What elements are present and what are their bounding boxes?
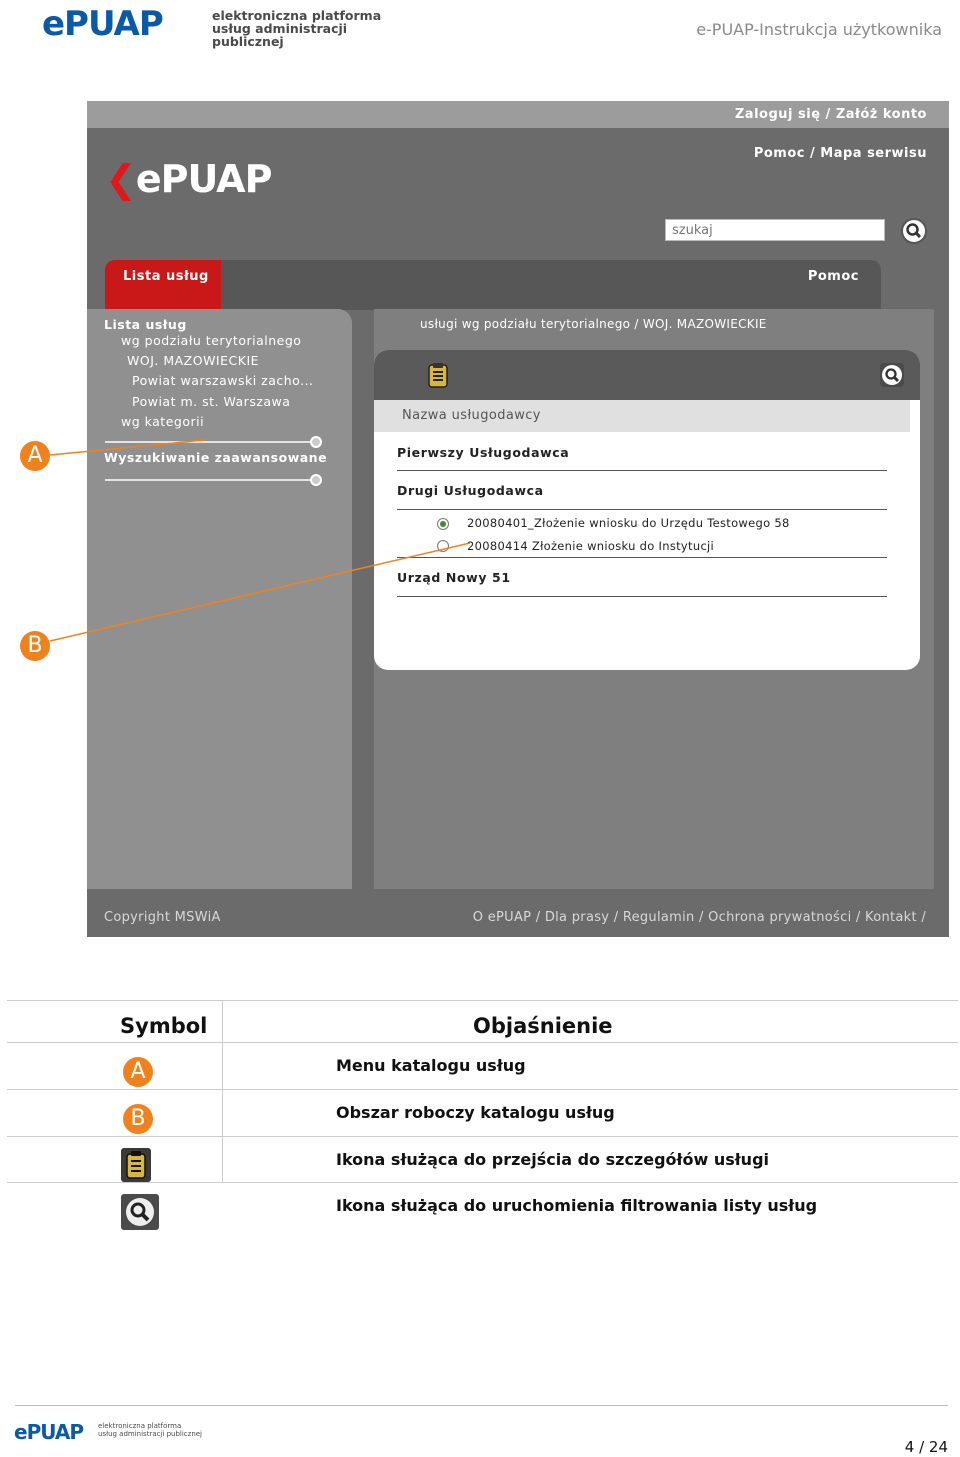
legend-header-symbol: Symbol	[120, 1014, 208, 1038]
logo-text: ePUAP	[14, 1420, 83, 1444]
marker-b: B	[20, 631, 50, 661]
document-title: e-PUAP-Instrukcja użytkownika	[696, 20, 942, 39]
legend-clipboard-icon	[121, 1148, 151, 1182]
advanced-search-link[interactable]: Wyszukiwanie zaawansowane	[104, 450, 328, 465]
tagline-line2: usług administracji publicznej	[98, 1430, 203, 1438]
legend-text: Obszar roboczy katalogu usług	[336, 1103, 615, 1122]
logo-text: ePUAP	[135, 157, 272, 201]
logo-text: ePUAP	[42, 4, 163, 44]
tagline-line1: elektroniczna platforma	[98, 1422, 182, 1430]
sidebar-item-powiat-warszawski[interactable]: Powiat warszawski zacho...	[132, 373, 314, 388]
epuap-footer-logo	[14, 1420, 214, 1444]
legend-text: Menu katalogu usług	[336, 1056, 526, 1075]
footer-divider	[15, 1405, 948, 1406]
legend-marker-a: A	[123, 1057, 153, 1087]
legend-text: Ikona służąca do przejścia do szczegółów usługi	[336, 1150, 769, 1169]
legend-text: Ikona służąca do uruchomienia filtrowania listy usług	[336, 1196, 818, 1215]
legend-border	[7, 1042, 958, 1043]
service-item[interactable]: 20080414 Złożenie wniosku do Instytucji	[467, 539, 715, 553]
sidebar-item-categories[interactable]: wg kategorii	[121, 414, 205, 429]
legend-border	[7, 1136, 958, 1137]
callout-lines	[0, 0, 960, 700]
page-number: 4 / 24	[904, 1438, 948, 1456]
column-header-provider: Nazwa usługodawcy	[374, 400, 910, 432]
legend-column-divider	[222, 1000, 223, 1183]
legend-header-explanation: Objaśnienie	[473, 1014, 613, 1038]
legend-border	[7, 1182, 958, 1183]
tagline-line2: usług administracji publicznej	[212, 21, 348, 49]
provider-row[interactable]: Pierwszy Usługodawca	[397, 445, 570, 460]
tagline-line1: elektroniczna platforma	[212, 8, 382, 23]
legend-marker-b: B	[123, 1104, 153, 1134]
breadcrumb: usługi wg podziału terytorialnego / WOJ. MAZOWIECKIE	[420, 317, 767, 331]
login-register-links[interactable]: Zaloguj się / Załóż konto	[734, 107, 927, 122]
sidebar-item-mazowieckie[interactable]: WOJ. MAZOWIECKIE	[127, 353, 260, 368]
provider-row[interactable]: Drugi Usługodawca	[397, 483, 544, 498]
tab-lista-uslug[interactable]: Lista usług	[105, 260, 221, 310]
copyright: Copyright MSWiA	[104, 910, 221, 925]
service-item[interactable]: 20080401_Złożenie wniosku do Urzędu Testowego 58	[467, 516, 790, 530]
sidebar-item-powiat-warszawa[interactable]: Powiat m. st. Warszawa	[132, 394, 291, 409]
sidebar-title[interactable]: Lista usług	[104, 317, 187, 332]
legend-magnifier-icon	[121, 1194, 159, 1230]
legend-border	[7, 1089, 958, 1090]
help-sitemap-links[interactable]: Pomoc / Mapa serwisu	[753, 146, 927, 161]
logo-tagline	[98, 1422, 202, 1438]
marker-a: A	[20, 441, 50, 471]
nav-help[interactable]: Pomoc	[807, 269, 859, 284]
provider-row[interactable]: Urząd Nowy 51	[397, 570, 511, 585]
legend-border	[7, 1000, 958, 1001]
sidebar-item-territorial[interactable]: wg podziału terytorialnego	[121, 333, 302, 348]
footer-links[interactable]: O ePUAP / Dla prasy / Regulamin / Ochrona prywatności / Kontakt /	[472, 910, 926, 925]
logo-swoosh: ❮	[105, 157, 136, 201]
